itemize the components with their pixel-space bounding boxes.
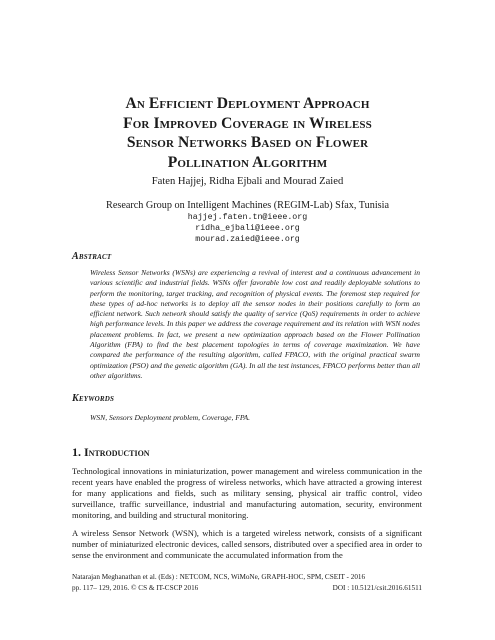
section-heading-introduction: 1. Introduction [72,445,150,459]
abstract-heading: Abstract [72,251,112,262]
title-line: For Improved Coverage in Wireless [123,114,372,132]
title-line: An Efficient Deployment Approach [125,95,370,112]
abstract-text: Wireless Sensor Networks (WSNs) are experiencing a revival of interest and a continuous advancement in various scientific and industrial fields. WSNs offer favorable low cost and readily deployable solutions to perform the monitoring, target tracking, and recognition of physical events. The foremost step required for these types of ad-hoc networks is to deploy all the sensor nodes in their positions carefully to form an efficient network. Such network should satisfy the quality of service (QoS) requirements in order to achieve high performance levels. In this paper we address the coverage requirement and its relation with WSN nodes placement problems. In fact, we present a new optimization approach based on the Flower Pollination Algorithm (FPA) to find the best placement topologies in terms of coverage maximization. We have compared the performance of the resulting algorithm, called FPACO, with the original practical swarm optimization (PSO) and the genetic algorithm (GA). In all the test instances, FPACO performs better than all other algorithms. [90,268,420,380]
footer-citation [72,584,422,592]
title-line: Sensor Networks Based on Flower [126,134,369,151]
email-link[interactable]: hajjej.faten.tn@ieee.org [187,213,308,222]
affiliation: Research Group on Intelligent Machines (REGIM-Lab) Sfax, Tunisia [106,200,389,211]
title-line: Pollination Algorithm [167,153,328,171]
footer-doi[interactable]: DOI : 10.5121/csit.2016.61511 [332,584,422,592]
footer-proceedings: Natarajan Meghanathan et al. (Eds) : NETCOM, NCS, WiMoNe, GRAPH-HOC, SPM, CSEIT - 2016 [72,573,366,581]
intro-paragraph-1: Technological innovations in miniaturization, power management and wireless communication in the recent years have enabled the progress of wireless networks, which have attracted a growing interest for many applications and fields, such as military sensing, physical air traffic control, video surveillance, traffic surveillance, industrial and manufacturing automation, security, environment monitoring, and building and structural monitoring. [72,466,422,521]
keywords-text: WSN, Sensors Deployment problem, Coverage, FPA. [90,413,251,422]
authors: Faten Hajjej, Ridha Ejbali and Mourad Zaied [151,176,344,187]
email-link[interactable]: ridha_ejbali@ieee.org [195,224,300,234]
email-link[interactable]: mourad.zaied@ieee.org [195,235,300,245]
author-emails [0,212,495,246]
intro-paragraph-2: A wireless Sensor Network (WSN), which is a targeted wireless network, consists of a significant number of miniaturized electronic devices, called sensors, distributed over a specified area in order to sense the environment and communicate the accumulated information from the [72,528,422,561]
keywords-heading: Keywords [72,393,115,404]
footer-pages: pp. 117– 129, 2016. © CS & IT-CSCP 2016 [72,584,199,592]
paper-title [60,94,435,172]
